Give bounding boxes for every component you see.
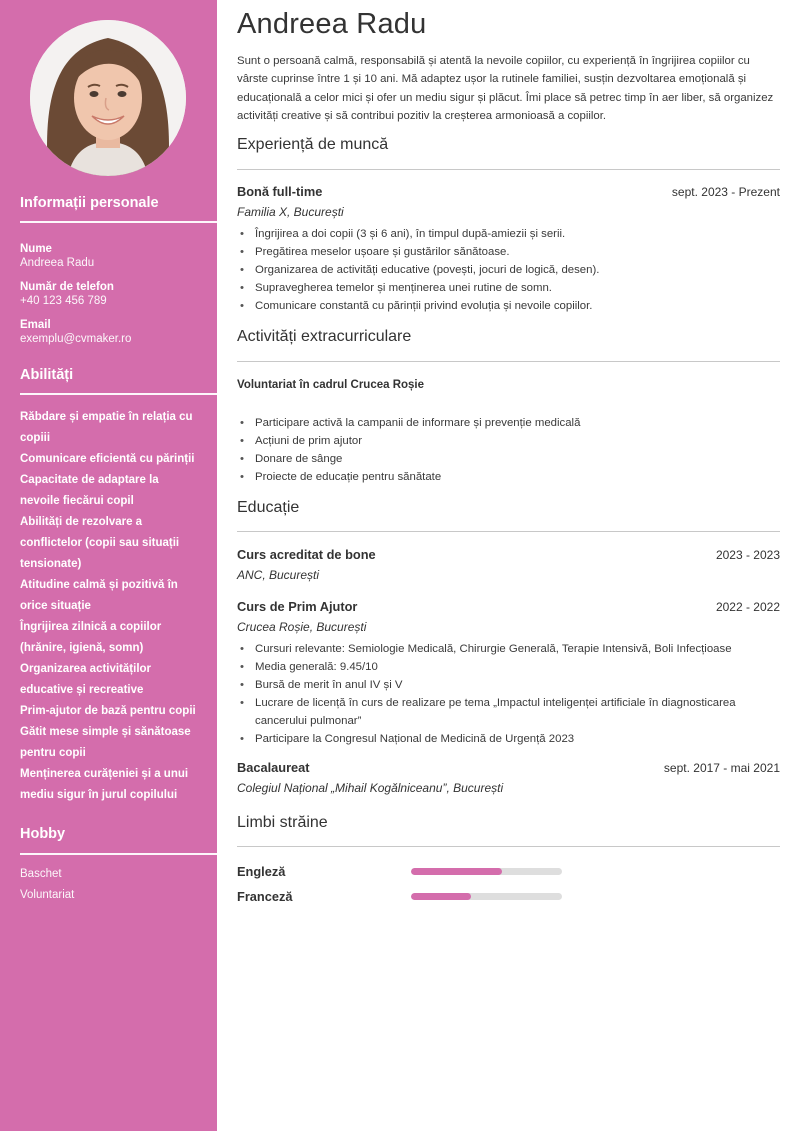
education-heading: Educație: [237, 499, 300, 516]
education-bullets: [237, 640, 780, 749]
list-item: • Supravegherea temelor și menținerea unei rutine de somn.: [237, 279, 780, 297]
info-email-label: Email: [20, 319, 51, 331]
personal-info-divider: [20, 221, 217, 223]
education-place: ANC, București: [237, 568, 320, 582]
language-level-bar: [411, 893, 562, 900]
language-name: Franceză: [237, 889, 293, 904]
skill-item: Organizarea activităților educative și recreative: [20, 663, 152, 696]
skill-item: Prim-ajutor de bază pentru copii: [20, 705, 196, 717]
hobby-item: Baschet: [20, 868, 62, 880]
hobby-divider: [20, 853, 217, 855]
list-item: • Cursuri relevante: Semiologie Medicală, Chirurgie Generală, Terapie Intensivă, Boli Infecțioase: [237, 640, 780, 658]
skill-item: Capacitate de adaptare la nevoile fiecărui copil: [20, 474, 159, 507]
job-title: Bonă full-time: [237, 184, 323, 199]
skill-item: Îngrijirea zilnică a copiilor (hrănire, igienă, somn): [20, 621, 162, 654]
job-bullets: [237, 225, 780, 315]
personal-info-heading: Informații personale: [20, 195, 159, 211]
skill-item: Răbdare și empatie în relația cu copiii: [20, 411, 193, 444]
education-title: Curs acreditat de bone: [237, 547, 376, 562]
extracurricular-divider: [237, 361, 780, 362]
skill-item: Abilități de rezolvare a conflictelor (copii sau situații tensionate): [20, 516, 180, 570]
profile-photo-illustration: [30, 20, 186, 176]
extracurricular-heading: Activități extracurriculare: [237, 328, 412, 345]
list-item: • Donare de sânge: [237, 450, 780, 468]
info-name-label: Nume: [20, 243, 52, 255]
education-date: 2022 - 2022: [715, 600, 780, 614]
list-item: • Îngrijirea a doi copii (3 și 6 ani), în timpul după-amiezii și serii.: [237, 225, 780, 243]
skill-item: Comunicare eficientă cu părinții: [20, 453, 195, 465]
skill-item: Menținerea curățeniei și a unui mediu sigur în jurul copilului: [20, 768, 189, 801]
education-place: Colegiul Național „Mihail Kogălniceanu”, București: [237, 781, 504, 795]
job-place: Familia X, București: [237, 205, 344, 219]
experience-heading: Experiență de muncă: [237, 136, 389, 153]
list-item: • Participare la Congresul Național de Medicină de Urgență 2023: [237, 730, 780, 748]
info-email-value[interactable]: exemplu@cvmaker.ro: [20, 333, 132, 345]
language-level-fill: [411, 868, 502, 875]
list-item: • Acțiuni de prim ajutor: [237, 432, 780, 450]
list-item: • Bursă de merit în anul IV și V: [237, 676, 780, 694]
list-item: • Pregătirea meselor ușoare și gustărilor sănătoase.: [237, 243, 780, 261]
page-title: Andreea Radu: [237, 8, 427, 40]
language-level-bar: [411, 868, 562, 875]
list-item: • Participare activă la campanii de informare și prevenție medicală: [237, 414, 780, 432]
education-date: 2023 - 2023: [715, 548, 780, 562]
education-title: Curs de Prim Ajutor: [237, 599, 358, 614]
info-phone-value[interactable]: +40 123 456 789: [20, 295, 107, 307]
profile-photo: [30, 20, 186, 176]
experience-divider: [237, 169, 780, 170]
skills-divider: [20, 393, 217, 395]
language-level-fill: [411, 893, 471, 900]
info-name-value: Andreea Radu: [20, 257, 95, 269]
languages-divider: [237, 846, 780, 847]
profile-summary: Sunt o persoană calmă, responsabilă și atentă la nevoile copiilor, cu experiență în îngrijirea copiilor cu vârste cuprinse între 1 și 10 ani. Mă adaptez ușor la rutinele familiei, susțin dezvoltarea emoțională și educațională a celor mici și ofer un mediu sigur și plăcut. Îmi place să petrec timp în aer liber, să organizez activități creative și să contribui pozitiv la creșterea armonioasă a copiilor.: [237, 55, 774, 122]
hobby-heading: Hobby: [20, 826, 66, 842]
skills-heading: Abilități: [20, 367, 74, 383]
skills-list: [20, 407, 200, 806]
education-date: sept. 2017 - mai 2021: [663, 761, 780, 775]
education-title: Bacalaureat: [237, 760, 310, 775]
education-divider: [237, 531, 780, 532]
job-date: sept. 2023 - Prezent: [671, 185, 780, 199]
education-place: Crucea Roșie, București: [237, 620, 367, 634]
skill-item: Gătit mese simple și sănătoase pentru copii: [20, 726, 191, 759]
skill-item: Atitudine calmă și pozitivă în orice situație: [20, 579, 178, 612]
sidebar: [0, 0, 217, 1131]
list-item: • Comunicare constantă cu părinții privind evoluția și nevoile copiilor.: [237, 297, 780, 315]
info-phone-label: Număr de telefon: [20, 281, 114, 293]
extracurricular-bullets: [237, 414, 780, 486]
list-item: • Organizarea de activități educative (povești, jocuri de logică, desen).: [237, 261, 780, 279]
language-name: Engleză: [237, 864, 286, 879]
list-item: • Proiecte de educație pentru sănătate: [237, 468, 780, 486]
languages-heading: Limbi străine: [237, 814, 328, 831]
list-item: • Media generală: 9.45/10: [237, 658, 780, 676]
extracurricular-title: Voluntariat în cadrul Crucea Roșie: [237, 379, 425, 391]
list-item: • Lucrare de licență în curs de realizare pe tema „Impactul inteligenței artificiale în diagnosticarea cancerului pulmonar”: [237, 694, 780, 730]
hobby-item: Voluntariat: [20, 889, 75, 901]
